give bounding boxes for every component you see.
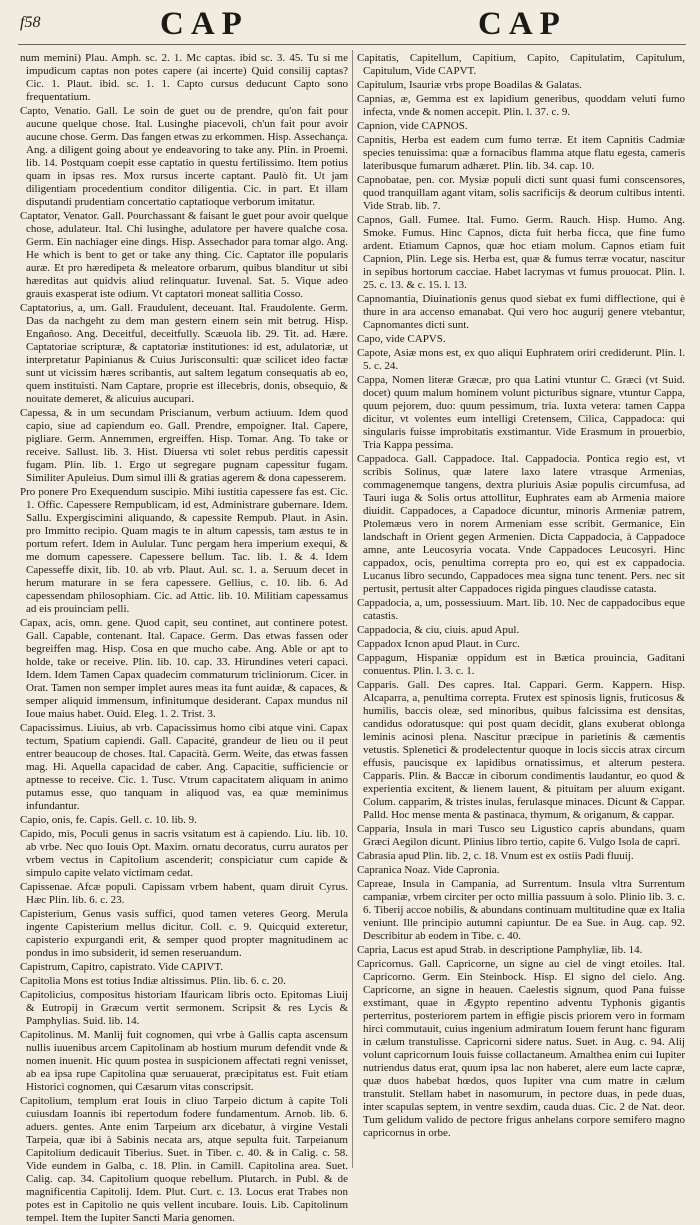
dictionary-entry: Capricornus. Gall. Capricorne, un signe au ciel de vingt etoiles. Ital. Capricorno. Germ. Ein Steinbock. Hisp. El signo del cielo. Ang. Capricorne, an signe in heauen. Caelestis signum, quod Pana fuisse exstimant, quae in Ægypto repentino adventu Typhonis gigantis perterritus, posteriorem partem in effigie piscis priorem vero in formam hirci commutauit, cuius ingenium admiratum Iouem ferunt hanc figuram in cælum transtulisse. Capricorni sidere natus. Suet. in Aug. c. 94. Alij volunt capricornum Iouis fuisse collactaneum. Amalthea enim cui Iupiter nutriendus datus erat, quum ipsa lac non haberet, alere eum lacte capræ, quæ duos habebat hœdos, quos Iupiter vna cum matre in cælum transtulit. Stellam habet in nasomurum, in pectore duas, in pede duas, inter scapulas septem, in ventre sexdim, cauda duas. Cic. 2 de Nat. deor. Tum gelidum valido de pectore frigus anhelans corpore semifero magno capricornus in orbe.: [357, 958, 685, 1139]
header-rule: [18, 44, 686, 45]
dictionary-entry: Capisterium, Genus vasis suffici, quod tamen veteres Georg. Merula ingente Capisterium mellus dicitur. Coll. c. 9. Quicquid exteretur, capisterio expurgandi erit, & semper quod propter magnitudinem ac pondus in imo subsiderit, id semen reseruandum.: [20, 908, 348, 959]
column-divider: [352, 50, 353, 1168]
dictionary-entry: Capria, Lacus est apud Strab. in descriptione Pamphyliæ, lib. 14.: [357, 944, 643, 956]
dictionary-entry: Capax, acis, omn. gene. Quod capit, seu continet, aut continere potest. Gall. Capable, contenant. Ital. Capace. Germ. Das etwas fassen oder begreiffen mag. Hisp. Cosa en que mucho cabe. Ang. Able or apt to holde, take or receive. Plin. lib. 10. cap. 33. Hirundines veteri capaci. Idem. Idem Tamen Capax quadecim commaturum tricliniorum. Cicer. in Orat. Tamen non semper implet aures meas ita funt auidæ, & capaces, & semper aliquid immensum, infinitumque desiderant. Capax mundus nil Ioue maius habet. Ouid. Eleg. 1. 2. Trist. 3.: [20, 617, 348, 720]
dictionary-entry: Cappagum, Hispaniæ oppidum est in Bætica prouincia, Gaditani conuentus. Plin. l. 3. c. 1.: [357, 652, 685, 677]
dictionary-entry: Cappa, Nomen literæ Græcæ, pro qua Latini vtuntur C. Græci (vt Suid. docet) quum malum hominem volunt picturibus signare, vtuntur Cappa, quum pejorem, duo: quum pessimum, tria. Iuxta vetera: tamen Cappa dicitur, vt volentes eum intelligi Cretensem, Cilica, Cappadoca: qui singularis fuisse improbitatis exstimantur. Vide Erasmum in prouerbio, Tria Kappa pessima.: [357, 374, 685, 451]
left-column: [20, 52, 348, 1224]
dictionary-entry: Capistrum, Capitro, capistrato. Vide CAPIVT.: [20, 961, 224, 973]
dictionary-entry: Capnos, Gall. Fumee. Ital. Fumo. Germ. Rauch. Hisp. Humo. Ang. Smoke. Fumus. Hinc Capnos, dicta fuit herba ficca, que fine fumo ardent. Etiamum Capnos, quæ hoc etiam molum. Capnos etiam fuit Capnion, Plin. Lege sis. Herba est, quæ & fumus terræ vocatur, nascitur in sepibus hortorum cacciae. Habet lacrymas vt fumus prouocat. Plin. l. 25. c. 13. & c. 15. l. 13.: [357, 214, 685, 291]
dictionary-entry: Cappadoca. Gall. Cappadoce. Ital. Cappadocia. Pontica regio est, vt scribis Solinus, quæ latere laxo latere vtrasque Armenias, commagenemque tangens, dextra pluriuis Asiæ populis circumfusa, ad Tauri iuga & Solis ortus attollitur, Euphrates eam ab Armenia maiore diuidit. Cappadoces, a Capadoce dicuntur, minoris Armeniæ patrem, Ptolemæus vero in norem Armeniam esse scribit. Germanice, Ein landschaft in Orient gegen Armenien. Dicta Cappadocia, à Cappadoce amne, ante Leucosyria vocata. Vnde Cappadoces Leucosyri. Hinc cappadox, ocis, penultima correpta pro eo, qui est ex cappadocia. Lucanus libro secundo, Cappadoces mea signa tunc tenent. Pers. nec sit pertusit, pertusit alter Cappadoces rigida pingues claudisse catasta.: [357, 453, 685, 595]
dictionary-entry: Cappadocia, & ciu, ciuis. apud Apul.: [357, 624, 520, 636]
dictionary-entry: Capissenae. Afcæ populi. Capissam vrbem habent, quam diruit Cyrus. Hæc Plin. lib. 6. c. 23.: [20, 881, 348, 906]
right-column: [357, 52, 685, 1167]
dictionary-entry: Captatorius, a, um. Gall. Fraudulent, deceuant. Ital. Fraudolente. Germ. Das da nachgeht zu dem man gestern einem sein mit betrug. Hisp. Engañoso. Ang. Deceitful, deceitfully. Scæuola lib. 29. Tit. ad. Hære. Captatoriae scripturæ, & captatoriæ institutiones: id est, adulatoriæ, ut interpretatur Papinianus & Cuius Jurisconsulti: quæ scilicet ideo factæ sunt ut vicissim hæres scribantis, aut saltem legatum consequatis ab eo, quem instituisti. Nam Captare, proprie est illecebris, donis, obsequio, & nouitate demeret, & alicuius aucupari.: [20, 302, 348, 405]
dictionary-entry: Cappadox Icnon apud Plaut. in Curc.: [357, 638, 520, 650]
dictionary-entry: Capnias, æ, Gemma est ex lapidium generibus, quoddam veluti fumo infecta, vnde & nomen accepit. Plin. l. 37. c. 9.: [357, 93, 685, 118]
dictionary-entry: Cabrasia apud Plin. lib. 2, c. 18. Vnum est ex ostiis Padi fluuij.: [357, 850, 634, 862]
dictionary-entry: Capitolicius, compositus historiam Ifauricam libris octo. Epitomas Liuij & Eutropij in Græcum vertit sermonem. Scripsit & res Lycis & Pamphylias. Suid. lib. 14.: [20, 989, 348, 1027]
dictionary-entry: Capote, Asiæ mons est, ex quo aliqui Euphratem oriri crediderunt. Plin. l. 5. c. 24.: [357, 347, 685, 372]
dictionary-entry: Capranica Noaz. Vide Capronia.: [357, 864, 500, 876]
dictionary-entry: Capnomantia, Diuinationis genus quod siebat ex fumi difflectione, qui è thure in ara accenso emanabat. Qui vero hoc augurij genere vtebantur, Capnomantes dicti sunt.: [357, 293, 685, 331]
dictionary-entry: Capreae, Insula in Campania, ad Surrentum. Insula vltra Surrentum campaniæ, vrbem circiter per octo millia passuum à solo. Plinio lib. 3. c. 6. Tiberij accoe nobilis, & abundans continuam multitudine quæ ex Italia veniunt. Ille principio autumni capiuntur. De ea Sue. in Aug. cap. 92. Describitur ab eodem in Tibe. c. 40.: [357, 878, 685, 942]
dictionary-entry: Capo, vide CAPVS.: [357, 333, 446, 345]
running-head-right: CAP: [478, 6, 567, 42]
dictionary-entry: Capto, Venatio. Gall. Le soin de guet ou de prendre, qu'on fait pour aucune quelque chose. Ital. Lusinghe piacevoli, ch'un fait pour avoir aucune chose. Germ. Das fangen etwas zu erkommen. Hisp. Assechança. Ang. a diligent going about ye endeavoring to take any. Plin. in Proemi. lib. 14. Postquam coepit esse captatio in questu fertilissimo. Item potius quam in ipsas res. Mox rursus incerte captant. Paulò fit. Ut jam diligentiam procedentium conditor diligentia. Cic. in part. Et illam disputandi prudentiam concertatio captatioque verborum imitatur.: [20, 105, 348, 208]
dictionary-entry: Capessa, & in um secundam Priscianum, verbum actiuum. Idem quod capio, siue ad capiendum eo. Gall. Prendre, empoigner. Ital. Capere, pigliare. Germ. Annemmen, ergreiffen. Hisp. Tomar. Ang. To take or receive. Sallust. lib. 3. Hist. Diuersa vti solet rebus perditis capessit fugam. Plin. lib. 1. Ergo ut segregare pugnam capessitur fugam. Similiter Apuleius. Dum simul illi & gratias agerem & dona capesserem.: [20, 407, 348, 484]
running-head-left: CAP: [160, 6, 249, 42]
dictionary-entry: Capido, mis, Poculi genus in sacris vsitatum est à capiendo. Liu. lib. 10. ab vrbe. Nec quo Iouis Opt. Maxim. ornatu decoratus, curru auratos per vrbem vectus in Capitolium ascenderit; conspiciatur cum capide & simpulo capite velato victimam cedat.: [20, 828, 348, 879]
dictionary-entry: Cappadocia, a, um, possessiuum. Mart. lib. 10. Nec de cappadocibus eque catastis.: [357, 597, 685, 622]
dictionary-entry: Capio, onis, fe. Capis. Gell. c. 10. lib. 9.: [20, 814, 197, 826]
dictionary-entry: Capnitis, Herba est eadem cum fumo terræ. Et item Capnitis Cadmiæ species tenuissima: quæ a fornacibus flamma atque flatu egesta, cameris lateribusque fumarum adhæret. Plin. lib. 34. cap. 10.: [357, 134, 685, 172]
dictionary-entry: Capitolinus. M. Manlij fuit cognomen, qui vrbe à Gallis capta ascensum nullis iuuenibus arcem Capitolinam ab hostium murum defendit vnde & nomen inuenit. Hic quum postea in suspicionem affectati regni venisset, ab ea ipsa rupe Capitolina quæ seruauerat, præcipitatus est. Fuit etiam Historici cognomen, qui Cæsarum vitas conscripsit.: [20, 1029, 348, 1093]
dictionary-entry: Capitatis, Capitellum, Capitium, Capito, Capitulatim, Capitulum, Capitulum, Vide CAPVT.: [357, 52, 685, 77]
dictionary-entry: Capnobatae, pen. cor. Mysiæ populi dicti sunt quasi fumi conscensores, quod tranquillam agant vitam, solis sacrificijs & deorum cultibus intenti. Vide Strab. lib. 7.: [357, 174, 685, 212]
dictionary-entry: Capparia, Insula in mari Tusco seu Ligustico capris abundans, quam Græci Aegilon dicunt. Plinius libro tertio, capite 6. Vulgo Isola de capri.: [357, 823, 685, 848]
dictionary-entry: Capnion, vide CAPNOS.: [357, 120, 468, 132]
dictionary-entry: Captator, Venator. Gall. Pourchassant & faisant le guet pour avoir quelque chose, adulateur. Ital. Chi lusinghe, adulatore per havere qualche cosa. Germ. Ein nachiager eine dings. Hisp. Assechador para tomar algo. Ang. He which is bent to get or take any thing. Cic. Captator ille popularis auræ. Et pro hæredipeta & meleatore orbarum, quibus blanditur ut sibi hæreditas aut quidvis aliud relinquatur. Iuvenal. Sat. 5. Vique adeo grauis exasperat iste odium. Vt captatori moneat sallitia Cosso.: [20, 210, 348, 300]
dictionary-entry: Capitolium, templum erat Iouis in cliuo Tarpeio dictum à capite Toli cuiusdam Ioannis ibi repertodum fodere fundamentum. Arnob. lib. 6. aduers. gentes. Ante enim Tarpeium arx dicebatur, à virgine Vestali Tarpeia, quæ ibi à Sabinis necata ars, atque sepulta fuit. Tarpeianum Capitolium dedicauit Tiberius. Suet. in Tiber. c. 40. & in Calig. c. 58. Vide eundem in Galba, c. 18. Plin. in Camill. Capitolina area. Suet. Calig. cap. 34. Capitolium quoque rebellum. Plutarch. in Publ. & de magnificentia Capitolij. Idem. Plut. Curt. c. 13. Locus erat Trabes non potes est in Capitolio ne quis vellent incubare. Iouis. Lib. Capitolinum tempel. Item the Iupiter Sancti Maria genomen.: [20, 1095, 348, 1224]
dictionary-entry: Pro ponere Pro Exequendum suscipio. Mihi iustitia capessere fas est. Cic. 1. Offic. Capessere Rempublicam, id est, Administrare gubernare. Idem. Sallu. Expergiscimini aliquando, & capessite Rempub. Plaut. in Asin. pro Immitto recipio. Quam magis te in altum capessis, tam æstus te in portum refert. Idem in Aulular. Tunc pergam hera imperium exequi, & me domum capessere. Capessere bellum. Tac. lib. 1. & 4. Idem Capesseffe dixit, lib. 10. ab vrb. Plaut. Aul. sc. 1. a. Seruum decet in herum maturare in se fera capessere. Gellius, c. 10. lib. 6. Ad capessendam philosophiam. Cic. ad Attic. lib. 10. Militiam capessamus ad eis prouinciam pelli.: [20, 486, 348, 615]
dictionary-entry: Capitulum, Isauriæ vrbs prope Boadilas & Galatas.: [357, 79, 582, 91]
dictionary-entry: Capitolia Mons est totius Indiæ altissimus. Plin. lib. 6. c. 20.: [20, 975, 286, 987]
dictionary-entry: Capparis. Gall. Des capres. Ital. Cappari. Germ. Kappern. Hisp. Alcaparra, a, penultima correpta. Frutex est spinosis lignis, fruticosus & humilis, baccis oleæ, sed minoribus, quibus falcissima est densitas, candidus odoratusque: qui post quam decidit, glans exuberat oblonga leminis acinosi plena. Nascitur præcipue in parietinis & cæmentis vetustis. Splenetici & prodelectentur quoque in locis siccis atrax circum effusis, paucisque ex lapidibus ornatissimus, et alterum pestera. Capparis. Plin. & Baccæ in ciborum condimentis laudantur, eo quod & experientia excitent, & lienem lauent, & pituitam per aluum exigant. Colum. capparim, & tristes inulas, ferulasque minaces. Dicunt & Cappar. Palld. Hoc mense menta & pastinaca, thymum, & origanum, & cappar.: [357, 679, 685, 821]
dictionary-entry: Capacissimus. Liuius, ab vrb. Capacissimus homo cibi atque vini. Capax tectum, Spatium capiendi. Gall. Capacité, grandeur de lieu ou il peut entrer beaucoup de choses. Ital. Capacità. Germ. Weite, das etwas fassen mag. Hi. Aquella capacidad de caber. Ang. Capacitie, sufficiencie or aptnesse to receive. Cic. 1. Tusc. Vtrum capacitatem aliquam in animo putamus esse, quo tanquam in aliquod vas, ea quæ meminimus infundantur.: [20, 722, 348, 812]
page-number: f58: [20, 14, 41, 31]
dictionary-entry: num memini) Plau. Amph. sc. 2. 1. Mc captas. ibid sc. 3. 45. Tu si me impudicum captas non potes capere (ai incerte) Quid consilij captas? Cic. 1. Plaut. ibid. sc. 1. 1. Capto cursus deducunt Capto sono frequentatium.: [20, 52, 348, 103]
